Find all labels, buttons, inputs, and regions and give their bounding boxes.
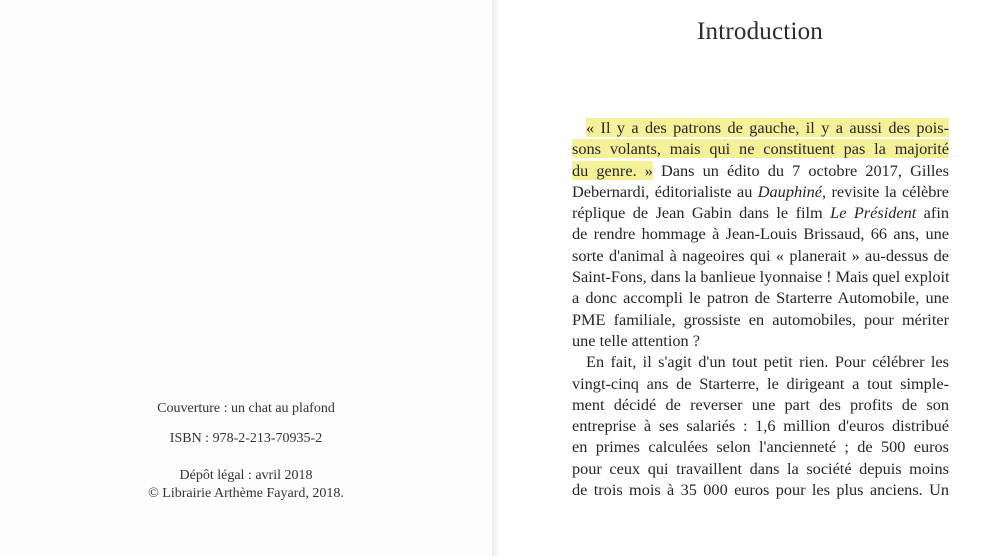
- text-line: de rendre hommage à Jean-Louis Brissaud, 66 ans, une: [572, 224, 949, 244]
- text-line: entreprise à ses salariés : 1,6 million d'euros distribué: [572, 416, 949, 436]
- text-line: sorte d'animal à nageoires qui « planerait » au-dessus de: [572, 245, 949, 265]
- isbn: ISBN : 978-2-213-70935-2: [169, 431, 323, 446]
- text-segment: afin: [916, 203, 949, 223]
- highlighted-text: « Il y a des patrons de gauche, il y a aussi des pois-: [586, 118, 949, 137]
- text-line: [572, 138, 949, 159]
- text-line: une telle attention ?: [572, 330, 700, 350]
- depot-legal: Dépôt légal : avril 2018: [179, 468, 313, 483]
- text-line: [572, 202, 949, 223]
- cover-credit: Couverture : un chat au plafond: [157, 401, 335, 416]
- chapter-title: Introduction: [697, 18, 823, 45]
- text-line: en primes calculées selon l'ancienneté ; de 500 euros: [572, 437, 949, 457]
- book-gutter: [492, 0, 500, 556]
- text-line: vingt-cinq ans de Starterre, le dirigeant a tout simple-: [572, 373, 949, 393]
- italic-text: Dauphiné: [757, 181, 822, 201]
- text-line: PME familiale, grossiste en automobiles, pour mériter: [572, 309, 949, 329]
- highlighted-text: du genre. »: [572, 160, 653, 180]
- body-text: [572, 117, 949, 500]
- text-line: pour ceux qui travaillent dans la société depuis moins: [572, 458, 949, 478]
- copyright: © Librairie Arthème Fayard, 2018.: [148, 486, 344, 501]
- text-line: [572, 160, 949, 181]
- text-line: Saint-Fons, dans la banlieue lyonnaise ! Mais quel exploit: [572, 267, 950, 287]
- text-line: En fait, il s'agit d'un tout petit rien. Pour célébrer les: [586, 352, 949, 372]
- text-line: a donc accompli le patron de Starterre Automobile, une: [572, 288, 949, 308]
- text-line: de trois mois à 35 000 euros pour les plus anciens. Un: [572, 480, 949, 500]
- legal-deposit: [0, 467, 492, 503]
- left-page: [0, 0, 492, 556]
- text-line: [572, 117, 949, 138]
- text-line: ment décidé de reverser une part des profits de son: [572, 394, 949, 414]
- text-segment: Dans un édito du 7 octobre 2017, Gilles: [652, 160, 949, 180]
- text-segment: Debernardi, éditorialiste au: [572, 181, 758, 201]
- text-segment: , revisite la célèbre: [822, 181, 949, 201]
- text-segment: réplique de Jean Gabin dans le film: [572, 203, 831, 223]
- text-line: [572, 181, 949, 202]
- italic-text: Le Président: [830, 203, 917, 223]
- highlighted-text: sons volants, mais qui ne constituent pas la majorité: [572, 139, 949, 159]
